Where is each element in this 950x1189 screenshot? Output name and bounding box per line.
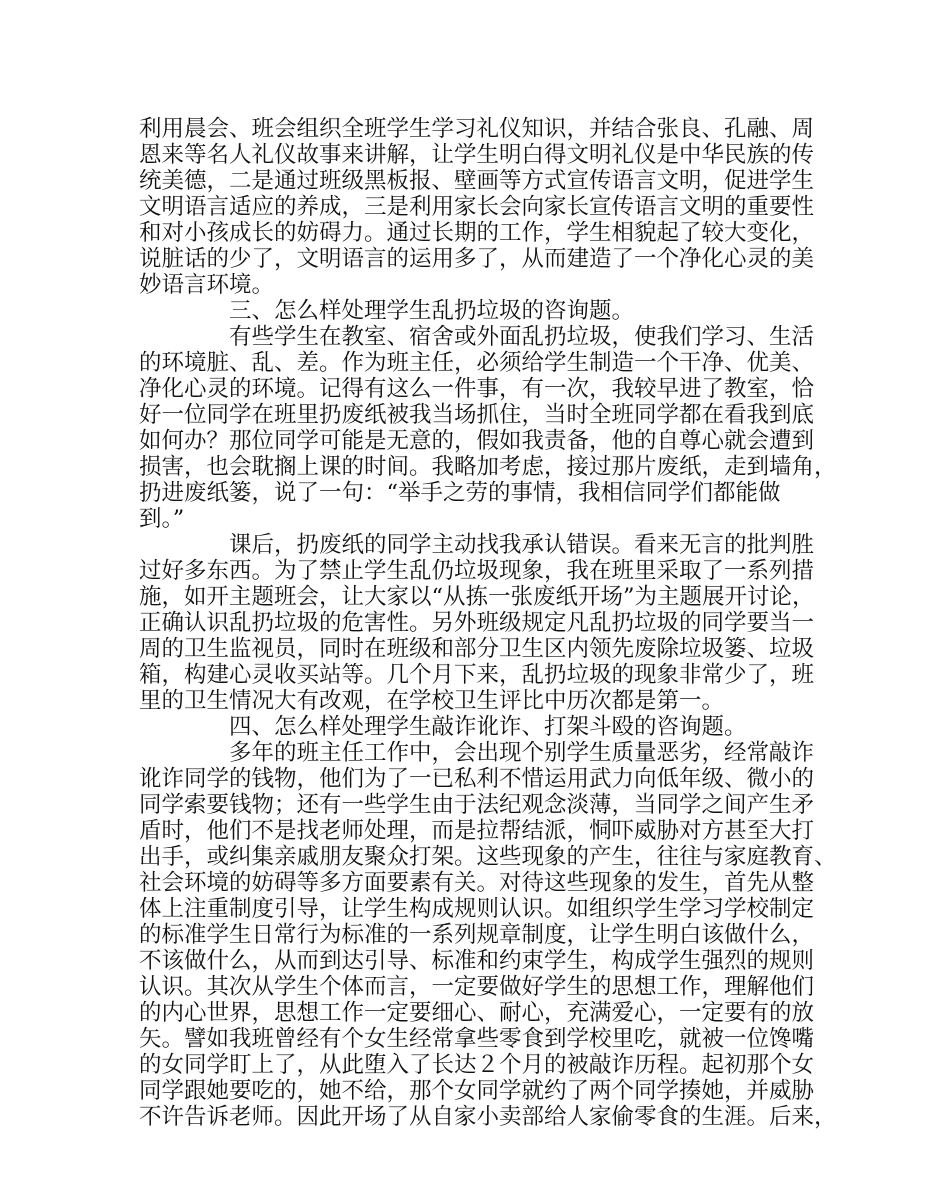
text-line: 妙语言环境。 [139, 272, 275, 298]
text-line: 箱，构建心灵收买站等。几个月下来，乱扔垃圾的现象非常少了，班 [139, 662, 815, 688]
text-line: 矢。譬如我班曾经有个女生经常拿些零食到学校里吃，就被一位馋嘴 [139, 1026, 815, 1052]
text-line: 盾时，他们不是找老师处理，而是拉帮结派，恫吓威胁对方甚至大打 [139, 818, 815, 844]
text-line: 扔进废纸篓，说了一句：“举手之劳的事情，我相信同学们都能做 [139, 480, 781, 506]
text-line: 到。” [139, 506, 185, 532]
text-line: 正确认识乱扔垃圾的危害性。另外班级规定凡乱扔垃圾的同学要当一 [139, 610, 815, 636]
text-line: 同学索要钱物；还有一些学生由于法纪观念淡薄，当同学之间产生矛 [139, 792, 815, 818]
paragraph-first-line: 多年的班主任工作中，会出现个别学生质量恶劣，经常敲诈 [229, 740, 815, 766]
text-line: 恩来等名人礼仪故事来讲解，让学生明白得文明礼仪是中华民族的传 [139, 142, 815, 168]
text-line: 社会环境的妨碍等多方面要素有关。对待这些现象的发生，首先从整 [139, 870, 815, 896]
text-line: 文明语言适应的养成，三是利用家长会向家长宣传语言文明的重要性 [139, 194, 815, 220]
text-line: 的标准学生日常行为标准的一系列规章制度，让学生明白该做什么， [139, 922, 815, 948]
text-line: 过好多东西。为了禁止学生乱仍垃圾现象，我在班里采取了一系列措 [139, 558, 815, 584]
text-line: 的环境脏、乱、差。作为班主任，必须给学生制造一个干净、优美、 [139, 350, 815, 376]
text-line: 周的卫生监视员，同时在班级和部分卫生区内领先废除垃圾篓、垃圾 [139, 636, 815, 662]
text-line: 不该做什么，从而到达引导、标准和约束学生，构成学生强烈的规则 [139, 948, 815, 974]
text-line: 同学跟她要吃的，她不给，那个女同学就约了两个同学揍她，并威胁 [139, 1078, 815, 1104]
text-line: 的内心世界，思想工作一定要细心、耐心，充满爱心，一定要有的放 [139, 1000, 815, 1026]
text-line: 损害，也会耽搁上课的时间。我略加考虑，接过那片废纸，走到墙角， [139, 454, 837, 480]
text-line: 体上注重制度引导，让学生构成规则认识。如组织学生学习学校制定 [139, 896, 815, 922]
text-line: 出手，或纠集亲戚朋友聚众打架。这些现象的产生，往往与家庭教育、 [139, 844, 837, 870]
paragraph-first-line: 课后，扔废纸的同学主动找我承认错误。看来无言的批判胜 [229, 532, 815, 558]
document-page [139, 116, 837, 1130]
text-line: 里的卫生情况大有改观，在学校卫生评比中历次都是第一。 [139, 688, 725, 714]
text-line: 说脏话的少了，文明语言的运用多了，从而建造了一个净化心灵的美 [139, 246, 815, 272]
text-line: 利用晨会、班会组织全班学生学习礼仪知识，并结合张良、孔融、周 [139, 116, 815, 142]
text-line: 如何办？那位同学可能是无意的，假如我责备，他的自尊心就会遭到 [139, 428, 815, 454]
text-line: 施，如开主题班会，让大家以“从拣一张废纸开场”为主题展开讨论， [139, 584, 815, 610]
paragraph-first-line: 有些学生在教室、宿舍或外面乱扔垃圾，使我们学习、生活 [229, 324, 815, 350]
section-heading: 四、怎么样处理学生敲诈讹诈、打架斗殴的咨询题。 [229, 714, 747, 740]
text-line: 的女同学盯上了，从此堕入了长达２个月的被敲诈历程。起初那个女 [139, 1052, 815, 1078]
text-line: 统美德，二是通过班级黑板报、壁画等方式宣传语言文明，促进学生 [139, 168, 815, 194]
section-heading: 三、怎么样处理学生乱扔垃圾的咨询题。 [229, 298, 635, 324]
text-line: 净化心灵的环境。记得有这么一件事，有一次，我较早进了教室，恰 [139, 376, 815, 402]
text-line: 不许告诉老师。因此开场了从自家小卖部给人家偷零食的生涯。后来， [139, 1104, 837, 1130]
text-line: 认识。其次从学生个体而言，一定要做好学生的思想工作，理解他们 [139, 974, 815, 1000]
text-line: 和对小孩成长的妨碍力。通过长期的工作，学生相貌起了较大变化， [139, 220, 815, 246]
text-line: 讹诈同学的钱物，他们为了一已私利不惜运用武力向低年级、微小的 [139, 766, 815, 792]
text-line: 好一位同学在班里扔废纸被我当场抓住，当时全班同学都在看我到底 [139, 402, 815, 428]
